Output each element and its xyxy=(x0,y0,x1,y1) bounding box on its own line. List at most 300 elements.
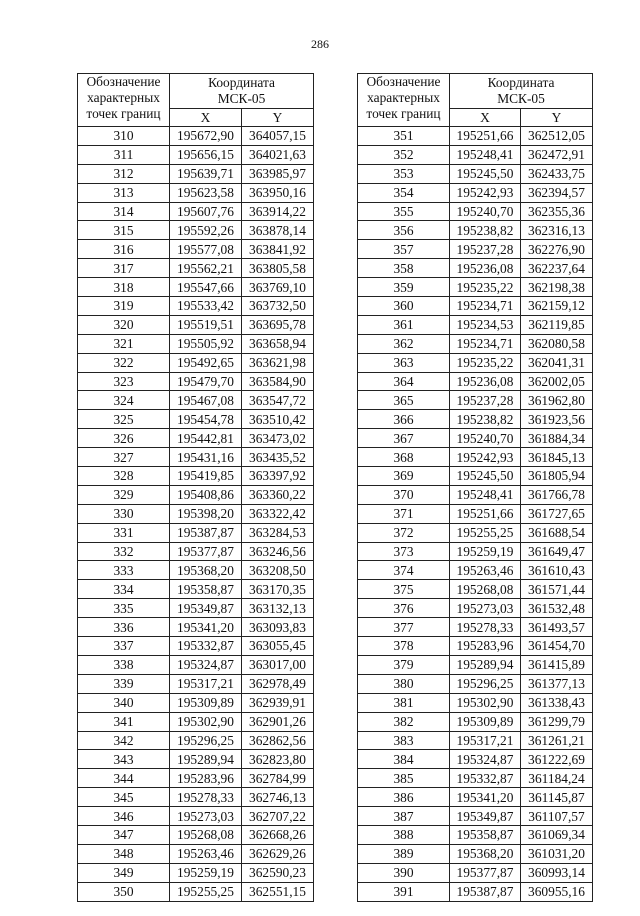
table-row xyxy=(78,240,314,259)
y-coordinate-cell: 361493,57 xyxy=(521,618,593,637)
point-number-cell: 381 xyxy=(358,693,450,712)
table-row xyxy=(358,863,593,882)
y-coordinate-cell: 363732,50 xyxy=(242,297,314,316)
point-number-cell: 337 xyxy=(78,637,170,656)
y-coordinate-cell: 363547,72 xyxy=(242,391,314,410)
x-coordinate-cell: 195592,26 xyxy=(170,221,242,240)
y-coordinate-cell: 362823,80 xyxy=(242,750,314,769)
x-coordinate-cell: 195454,78 xyxy=(170,410,242,429)
table-row xyxy=(358,448,593,467)
table-row xyxy=(78,372,314,391)
point-header-line: Обозначение xyxy=(86,74,161,89)
y-coordinate-cell: 363132,13 xyxy=(242,599,314,618)
coord-header-line: Координата xyxy=(208,75,275,90)
point-header-line: точек границ xyxy=(86,106,161,121)
y-coordinate-cell: 362316,13 xyxy=(521,221,593,240)
y-coordinate-cell: 363950,16 xyxy=(242,183,314,202)
point-number-cell: 345 xyxy=(78,788,170,807)
point-number-cell: 321 xyxy=(78,334,170,353)
x-coordinate-cell: 195377,87 xyxy=(170,542,242,561)
x-coordinate-cell: 195349,87 xyxy=(450,807,521,826)
y-coordinate-cell: 363914,22 xyxy=(242,202,314,221)
table-row xyxy=(358,618,593,637)
y-coordinate-cell: 363621,98 xyxy=(242,353,314,372)
x-coordinate-cell: 195268,08 xyxy=(170,825,242,844)
x-coordinate-cell: 195237,28 xyxy=(450,240,521,259)
x-coordinate-cell: 195268,08 xyxy=(450,580,521,599)
coord-header-line: МСК-05 xyxy=(497,91,545,106)
x-coordinate-cell: 195341,20 xyxy=(450,788,521,807)
x-coordinate-cell: 195519,51 xyxy=(170,315,242,334)
y-coordinate-cell: 361923,56 xyxy=(521,410,593,429)
x-coordinate-cell: 195263,46 xyxy=(170,844,242,863)
point-header-line: характерных xyxy=(87,90,160,105)
table-row xyxy=(358,825,593,844)
x-coordinate-cell: 195236,08 xyxy=(450,259,521,278)
x-coordinate-cell: 195263,46 xyxy=(450,561,521,580)
x-coordinate-cell: 195259,19 xyxy=(450,542,521,561)
coordinate-system-header xyxy=(450,74,593,109)
point-number-cell: 335 xyxy=(78,599,170,618)
table-row xyxy=(358,788,593,807)
point-number-cell: 367 xyxy=(358,429,450,448)
x-coordinate-cell: 195387,87 xyxy=(450,882,521,901)
x-coordinate-cell: 195259,19 xyxy=(170,863,242,882)
y-coordinate-cell: 361299,79 xyxy=(521,712,593,731)
point-header-line: характерных xyxy=(367,90,440,105)
table-row xyxy=(78,580,314,599)
point-number-cell: 336 xyxy=(78,618,170,637)
y-coordinate-cell: 363841,92 xyxy=(242,240,314,259)
y-coordinate-cell: 360955,16 xyxy=(521,882,593,901)
table-row xyxy=(78,202,314,221)
point-number-cell: 326 xyxy=(78,429,170,448)
table-row xyxy=(358,240,593,259)
point-number-cell: 375 xyxy=(358,580,450,599)
y-coordinate-cell: 361454,70 xyxy=(521,637,593,656)
y-coordinate-cell: 362394,57 xyxy=(521,183,593,202)
y-coordinate-cell: 363985,97 xyxy=(242,164,314,183)
point-number-cell: 310 xyxy=(78,127,170,146)
y-coordinate-cell: 361107,57 xyxy=(521,807,593,826)
point-number-cell: 314 xyxy=(78,202,170,221)
x-coordinate-cell: 195255,25 xyxy=(170,882,242,901)
table-row xyxy=(78,429,314,448)
y-coordinate-cell: 361727,65 xyxy=(521,504,593,523)
point-number-cell: 315 xyxy=(78,221,170,240)
table-row xyxy=(358,372,593,391)
point-number-cell: 323 xyxy=(78,372,170,391)
y-coordinate-cell: 361338,43 xyxy=(521,693,593,712)
point-number-cell: 361 xyxy=(358,315,450,334)
x-coordinate-cell: 195251,66 xyxy=(450,127,521,146)
y-column-header: Y xyxy=(521,109,593,127)
table-row xyxy=(358,391,593,410)
y-coordinate-cell: 362512,05 xyxy=(521,127,593,146)
y-coordinate-cell: 364021,63 xyxy=(242,145,314,164)
table-row xyxy=(78,183,314,202)
point-number-cell: 331 xyxy=(78,523,170,542)
y-coordinate-cell: 364057,15 xyxy=(242,127,314,146)
x-coordinate-cell: 195309,89 xyxy=(170,693,242,712)
x-coordinate-cell: 195656,15 xyxy=(170,145,242,164)
table-row xyxy=(358,637,593,656)
y-coordinate-cell: 363284,53 xyxy=(242,523,314,542)
x-coordinate-cell: 195242,93 xyxy=(450,183,521,202)
table-row xyxy=(358,674,593,693)
table-row xyxy=(78,599,314,618)
y-coordinate-cell: 362119,85 xyxy=(521,315,593,334)
y-coordinate-cell: 363435,52 xyxy=(242,448,314,467)
table-row xyxy=(78,712,314,731)
point-number-cell: 333 xyxy=(78,561,170,580)
table-row xyxy=(78,844,314,863)
x-coordinate-cell: 195278,33 xyxy=(170,788,242,807)
point-number-cell: 370 xyxy=(358,485,450,504)
table-row xyxy=(358,542,593,561)
y-coordinate-cell: 363658,94 xyxy=(242,334,314,353)
y-coordinate-cell: 361415,89 xyxy=(521,655,593,674)
point-number-cell: 330 xyxy=(78,504,170,523)
table-row xyxy=(358,353,593,372)
x-coordinate-cell: 195408,86 xyxy=(170,485,242,504)
point-number-cell: 347 xyxy=(78,825,170,844)
table-row xyxy=(78,391,314,410)
y-coordinate-cell: 363360,22 xyxy=(242,485,314,504)
point-number-cell: 344 xyxy=(78,769,170,788)
point-number-cell: 353 xyxy=(358,164,450,183)
table-row xyxy=(358,145,593,164)
y-coordinate-cell: 362862,56 xyxy=(242,731,314,750)
table-row xyxy=(358,580,593,599)
x-coordinate-cell: 195289,94 xyxy=(450,655,521,674)
point-number-cell: 350 xyxy=(78,882,170,901)
point-number-cell: 351 xyxy=(358,127,450,146)
point-designation-header xyxy=(358,74,450,127)
point-number-cell: 380 xyxy=(358,674,450,693)
point-number-cell: 386 xyxy=(358,788,450,807)
y-coordinate-cell: 363769,10 xyxy=(242,278,314,297)
x-coordinate-cell: 195302,90 xyxy=(170,712,242,731)
table-row xyxy=(358,882,593,901)
table-row xyxy=(78,221,314,240)
table-row xyxy=(358,712,593,731)
table-row xyxy=(358,467,593,486)
x-coordinate-cell: 195242,93 xyxy=(450,448,521,467)
point-number-cell: 369 xyxy=(358,467,450,486)
x-coordinate-cell: 195442,81 xyxy=(170,429,242,448)
x-coordinate-cell: 195238,82 xyxy=(450,410,521,429)
x-coordinate-cell: 195235,22 xyxy=(450,278,521,297)
y-coordinate-cell: 363246,56 xyxy=(242,542,314,561)
table-row xyxy=(358,844,593,863)
point-number-cell: 340 xyxy=(78,693,170,712)
x-coordinate-cell: 195368,20 xyxy=(450,844,521,863)
table-row xyxy=(78,863,314,882)
y-column-header: Y xyxy=(242,109,314,127)
point-number-cell: 362 xyxy=(358,334,450,353)
point-number-cell: 327 xyxy=(78,448,170,467)
table-row xyxy=(78,561,314,580)
x-column-header: X xyxy=(170,109,242,127)
table-row xyxy=(78,448,314,467)
point-number-cell: 385 xyxy=(358,769,450,788)
point-number-cell: 390 xyxy=(358,863,450,882)
x-coordinate-cell: 195431,16 xyxy=(170,448,242,467)
point-number-cell: 319 xyxy=(78,297,170,316)
y-coordinate-cell: 362551,15 xyxy=(242,882,314,901)
x-coordinate-cell: 195245,50 xyxy=(450,467,521,486)
table-row xyxy=(358,278,593,297)
table-row xyxy=(358,561,593,580)
x-coordinate-cell: 195283,96 xyxy=(170,769,242,788)
y-coordinate-cell: 363805,58 xyxy=(242,259,314,278)
y-coordinate-cell: 362939,91 xyxy=(242,693,314,712)
y-coordinate-cell: 362041,31 xyxy=(521,353,593,372)
x-coordinate-cell: 195255,25 xyxy=(450,523,521,542)
y-coordinate-cell: 362159,12 xyxy=(521,297,593,316)
table-row xyxy=(358,202,593,221)
x-coordinate-cell: 195237,28 xyxy=(450,391,521,410)
x-coordinate-cell: 195248,41 xyxy=(450,485,521,504)
point-number-cell: 312 xyxy=(78,164,170,183)
x-coordinate-cell: 195309,89 xyxy=(450,712,521,731)
x-coordinate-cell: 195332,87 xyxy=(170,637,242,656)
x-coordinate-cell: 195283,96 xyxy=(450,637,521,656)
table-row xyxy=(78,655,314,674)
x-coordinate-cell: 195341,20 xyxy=(170,618,242,637)
point-number-cell: 376 xyxy=(358,599,450,618)
point-number-cell: 389 xyxy=(358,844,450,863)
table-row xyxy=(358,599,593,618)
table-row xyxy=(358,259,593,278)
x-coordinate-cell: 195479,70 xyxy=(170,372,242,391)
x-coordinate-cell: 195317,21 xyxy=(450,731,521,750)
table-row xyxy=(78,523,314,542)
coordinates-table-left xyxy=(77,73,314,902)
y-coordinate-cell: 363695,78 xyxy=(242,315,314,334)
point-number-cell: 322 xyxy=(78,353,170,372)
x-coordinate-cell: 195349,87 xyxy=(170,599,242,618)
y-coordinate-cell: 361805,94 xyxy=(521,467,593,486)
table-row xyxy=(358,334,593,353)
y-coordinate-cell: 362784,99 xyxy=(242,769,314,788)
point-header-line: Обозначение xyxy=(366,74,441,89)
y-coordinate-cell: 361031,20 xyxy=(521,844,593,863)
point-number-cell: 368 xyxy=(358,448,450,467)
table-row xyxy=(78,278,314,297)
table-row xyxy=(358,183,593,202)
point-number-cell: 346 xyxy=(78,807,170,826)
table-row xyxy=(358,429,593,448)
x-coordinate-cell: 195332,87 xyxy=(450,769,521,788)
x-coordinate-cell: 195240,70 xyxy=(450,202,521,221)
table-row xyxy=(78,637,314,656)
point-number-cell: 372 xyxy=(358,523,450,542)
x-coordinate-cell: 195623,58 xyxy=(170,183,242,202)
x-coordinate-cell: 195234,53 xyxy=(450,315,521,334)
x-coordinate-cell: 195273,03 xyxy=(450,599,521,618)
table-row xyxy=(358,655,593,674)
table-row xyxy=(358,693,593,712)
point-number-cell: 388 xyxy=(358,825,450,844)
x-coordinate-cell: 195324,87 xyxy=(170,655,242,674)
x-coordinate-cell: 195234,71 xyxy=(450,297,521,316)
point-number-cell: 355 xyxy=(358,202,450,221)
point-number-cell: 317 xyxy=(78,259,170,278)
point-number-cell: 378 xyxy=(358,637,450,656)
y-coordinate-cell: 361962,80 xyxy=(521,391,593,410)
x-coordinate-cell: 195240,70 xyxy=(450,429,521,448)
table-row xyxy=(358,164,593,183)
point-number-cell: 365 xyxy=(358,391,450,410)
table-row xyxy=(78,410,314,429)
coordinate-system-header xyxy=(170,74,314,109)
point-number-cell: 311 xyxy=(78,145,170,164)
point-number-cell: 328 xyxy=(78,467,170,486)
coordinates-table-right xyxy=(357,73,593,902)
point-number-cell: 373 xyxy=(358,542,450,561)
point-number-cell: 332 xyxy=(78,542,170,561)
x-coordinate-cell: 195398,20 xyxy=(170,504,242,523)
point-number-cell: 354 xyxy=(358,183,450,202)
table-row xyxy=(78,504,314,523)
point-number-cell: 359 xyxy=(358,278,450,297)
coord-header-line: МСК-05 xyxy=(217,91,266,106)
table-row xyxy=(78,825,314,844)
table-row xyxy=(358,769,593,788)
table-row xyxy=(78,353,314,372)
point-number-cell: 357 xyxy=(358,240,450,259)
x-coordinate-cell: 195234,71 xyxy=(450,334,521,353)
y-coordinate-cell: 361532,48 xyxy=(521,599,593,618)
point-number-cell: 339 xyxy=(78,674,170,693)
y-coordinate-cell: 363584,90 xyxy=(242,372,314,391)
y-coordinate-cell: 361222,69 xyxy=(521,750,593,769)
x-coordinate-cell: 195368,20 xyxy=(170,561,242,580)
table-row xyxy=(78,127,314,146)
point-number-cell: 338 xyxy=(78,655,170,674)
x-coordinate-cell: 195672,90 xyxy=(170,127,242,146)
point-header-line: точек границ xyxy=(366,106,441,121)
y-coordinate-cell: 362276,90 xyxy=(521,240,593,259)
point-number-cell: 384 xyxy=(358,750,450,769)
y-coordinate-cell: 362901,26 xyxy=(242,712,314,731)
x-coordinate-cell: 195278,33 xyxy=(450,618,521,637)
y-coordinate-cell: 362472,91 xyxy=(521,145,593,164)
x-coordinate-cell: 195419,85 xyxy=(170,467,242,486)
y-coordinate-cell: 361649,47 xyxy=(521,542,593,561)
y-coordinate-cell: 361069,34 xyxy=(521,825,593,844)
y-coordinate-cell: 363017,00 xyxy=(242,655,314,674)
y-coordinate-cell: 361145,87 xyxy=(521,788,593,807)
point-number-cell: 360 xyxy=(358,297,450,316)
point-number-cell: 352 xyxy=(358,145,450,164)
y-coordinate-cell: 362355,36 xyxy=(521,202,593,221)
y-coordinate-cell: 362080,58 xyxy=(521,334,593,353)
point-number-cell: 325 xyxy=(78,410,170,429)
table-row xyxy=(78,467,314,486)
y-coordinate-cell: 363322,42 xyxy=(242,504,314,523)
point-number-cell: 387 xyxy=(358,807,450,826)
x-coordinate-cell: 195317,21 xyxy=(170,674,242,693)
y-coordinate-cell: 363055,45 xyxy=(242,637,314,656)
page-number: 286 xyxy=(311,37,329,51)
table-row xyxy=(358,750,593,769)
y-coordinate-cell: 361845,13 xyxy=(521,448,593,467)
table-row xyxy=(78,788,314,807)
point-number-cell: 313 xyxy=(78,183,170,202)
table-row xyxy=(78,807,314,826)
y-coordinate-cell: 362590,23 xyxy=(242,863,314,882)
point-number-cell: 316 xyxy=(78,240,170,259)
point-designation-header xyxy=(78,74,170,127)
point-number-cell: 320 xyxy=(78,315,170,334)
point-number-cell: 348 xyxy=(78,844,170,863)
x-coordinate-cell: 195296,25 xyxy=(450,674,521,693)
x-coordinate-cell: 195387,87 xyxy=(170,523,242,542)
y-coordinate-cell: 361610,43 xyxy=(521,561,593,580)
point-number-cell: 324 xyxy=(78,391,170,410)
point-number-cell: 391 xyxy=(358,882,450,901)
table-row xyxy=(78,618,314,637)
x-coordinate-cell: 195492,65 xyxy=(170,353,242,372)
table-row xyxy=(78,542,314,561)
point-number-cell: 371 xyxy=(358,504,450,523)
y-coordinate-cell: 362978,49 xyxy=(242,674,314,693)
table-row xyxy=(78,485,314,504)
y-coordinate-cell: 362668,26 xyxy=(242,825,314,844)
x-coordinate-cell: 195273,03 xyxy=(170,807,242,826)
y-coordinate-cell: 363397,92 xyxy=(242,467,314,486)
table-row xyxy=(78,164,314,183)
point-number-cell: 342 xyxy=(78,731,170,750)
x-coordinate-cell: 195302,90 xyxy=(450,693,521,712)
point-number-cell: 374 xyxy=(358,561,450,580)
point-number-cell: 343 xyxy=(78,750,170,769)
table-row xyxy=(358,523,593,542)
y-coordinate-cell: 362002,05 xyxy=(521,372,593,391)
table-row xyxy=(78,674,314,693)
table-row xyxy=(78,145,314,164)
point-number-cell: 334 xyxy=(78,580,170,599)
table-row xyxy=(78,334,314,353)
table-row xyxy=(358,410,593,429)
y-coordinate-cell: 362198,38 xyxy=(521,278,593,297)
y-coordinate-cell: 362746,13 xyxy=(242,788,314,807)
point-number-cell: 358 xyxy=(358,259,450,278)
y-coordinate-cell: 361377,13 xyxy=(521,674,593,693)
y-coordinate-cell: 360993,14 xyxy=(521,863,593,882)
y-coordinate-cell: 361688,54 xyxy=(521,523,593,542)
point-number-cell: 364 xyxy=(358,372,450,391)
table-row xyxy=(358,504,593,523)
point-number-cell: 349 xyxy=(78,863,170,882)
x-coordinate-cell: 195358,87 xyxy=(170,580,242,599)
table-row xyxy=(78,297,314,316)
x-coordinate-cell: 195577,08 xyxy=(170,240,242,259)
x-coordinate-cell: 195533,42 xyxy=(170,297,242,316)
x-coordinate-cell: 195251,66 xyxy=(450,504,521,523)
y-coordinate-cell: 361884,34 xyxy=(521,429,593,448)
x-coordinate-cell: 195296,25 xyxy=(170,731,242,750)
table-row xyxy=(78,693,314,712)
y-coordinate-cell: 363170,35 xyxy=(242,580,314,599)
table-row xyxy=(358,807,593,826)
y-coordinate-cell: 361184,24 xyxy=(521,769,593,788)
table-row xyxy=(358,731,593,750)
y-coordinate-cell: 361766,78 xyxy=(521,485,593,504)
